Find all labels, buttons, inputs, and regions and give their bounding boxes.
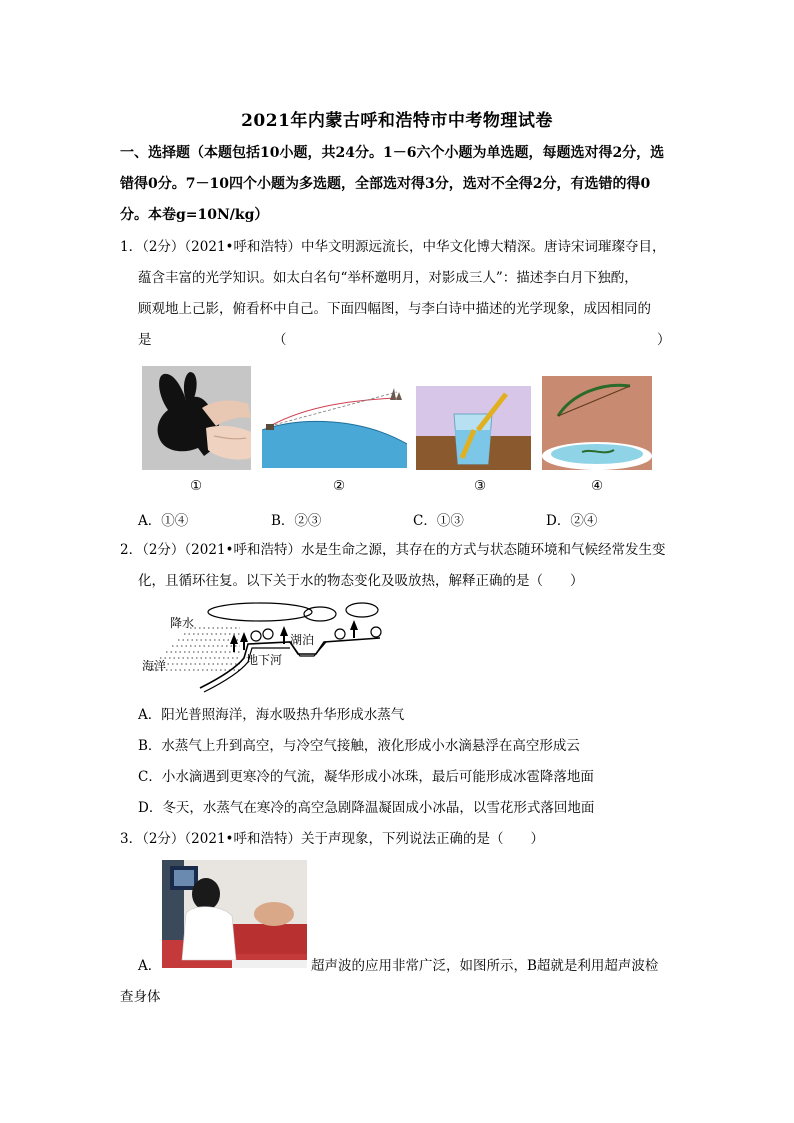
section-line: 错得0分。7－10四个小题为多选题，全部选对得3分，选对不全得2分，有选错的得0 <box>120 176 651 192</box>
figure-reflection-in-water <box>542 376 652 470</box>
figure-water-cycle <box>140 598 410 696</box>
section-line: 一、选择题（本题包括10小题，共24分。1－6六个小题为单选题，每题选对得2分，选 <box>120 145 665 161</box>
option-a-text: 超声波的应用非常广泛，如图所示，B超就是利用超声波检 <box>311 958 659 974</box>
question-1-line-end: 是 <box>138 332 152 348</box>
figure-label: ③ <box>474 478 487 494</box>
figure-label: ② <box>333 478 346 494</box>
figure-label: ④ <box>591 478 604 494</box>
option-b[interactable]: B．水蒸气上升到高空，与冷空气接触，液化形成小水滴悬浮在高空形成云 <box>138 738 580 754</box>
question-2-line: 化，且循环往复。以下关于水的物态变化及吸放热，解释正确的是（ ） <box>138 573 584 589</box>
option-a[interactable]: A．阳光普照海洋，海水吸热升华形成水蒸气 <box>138 707 405 723</box>
page-title: 2021年内蒙古呼和浩特市中考物理试卷 <box>241 111 553 131</box>
label-rain: 降水 <box>170 616 195 630</box>
option-c[interactable]: C．①③ <box>413 513 464 529</box>
label-lake: 湖泊 <box>290 633 315 647</box>
figure-hand-shadow <box>142 366 251 470</box>
section-line: 分。本卷g=10N/kg） <box>120 207 269 223</box>
figure-label: ① <box>190 478 203 494</box>
question-1-line: 顾观地上己影，俯看杯中自己。下面四幅图，与李白诗中描述的光学现象，成因相同的 <box>138 301 651 317</box>
option-c[interactable]: C．小水滴遇到更寒冷的气流，凝华形成小冰珠，最后可能形成冰雹降落地面 <box>138 769 594 785</box>
option-d[interactable]: D．②④ <box>546 513 598 529</box>
option-d[interactable]: D．冬天，水蒸气在寒冷的高空急剧降温凝固成小冰晶，以雪花形式落回地面 <box>138 800 595 816</box>
option-a-letter[interactable]: A． <box>138 958 162 974</box>
figure-ultrasound-exam <box>162 860 307 968</box>
question-3-first-line: 3．（2分）（2021•呼和浩特）关于声现象，下列说法正确的是（ ） <box>120 831 544 847</box>
figure-mirage-path <box>262 386 407 468</box>
figure-pencil-in-glass <box>416 386 531 470</box>
question-2-first-line: 2．（2分）（2021•呼和浩特）水是生命之源，其存在的方式与状态随环境和气候经常发生变 <box>120 542 666 558</box>
answer-paren-open: （ <box>273 332 287 348</box>
question-1-first-line: 1．（2分）（2021•呼和浩特）中华文明源远流长，中华文化博大精深。唐诗宋词璀璨夺目， <box>120 239 666 255</box>
question-1-line: 蕴含丰富的光学知识。如太白名句“举杯邀明月，对影成三人”：描述李白月下独酌， <box>138 270 638 286</box>
label-underground-river: 地下河 <box>246 653 283 667</box>
label-ocean: 海洋 <box>142 659 167 673</box>
option-a[interactable]: A．①④ <box>138 513 189 529</box>
option-b[interactable]: B．②③ <box>271 513 322 529</box>
section-heading <box>120 138 680 231</box>
option-a-continuation: 查身体 <box>120 989 161 1005</box>
answer-paren-close: ） <box>657 332 671 348</box>
